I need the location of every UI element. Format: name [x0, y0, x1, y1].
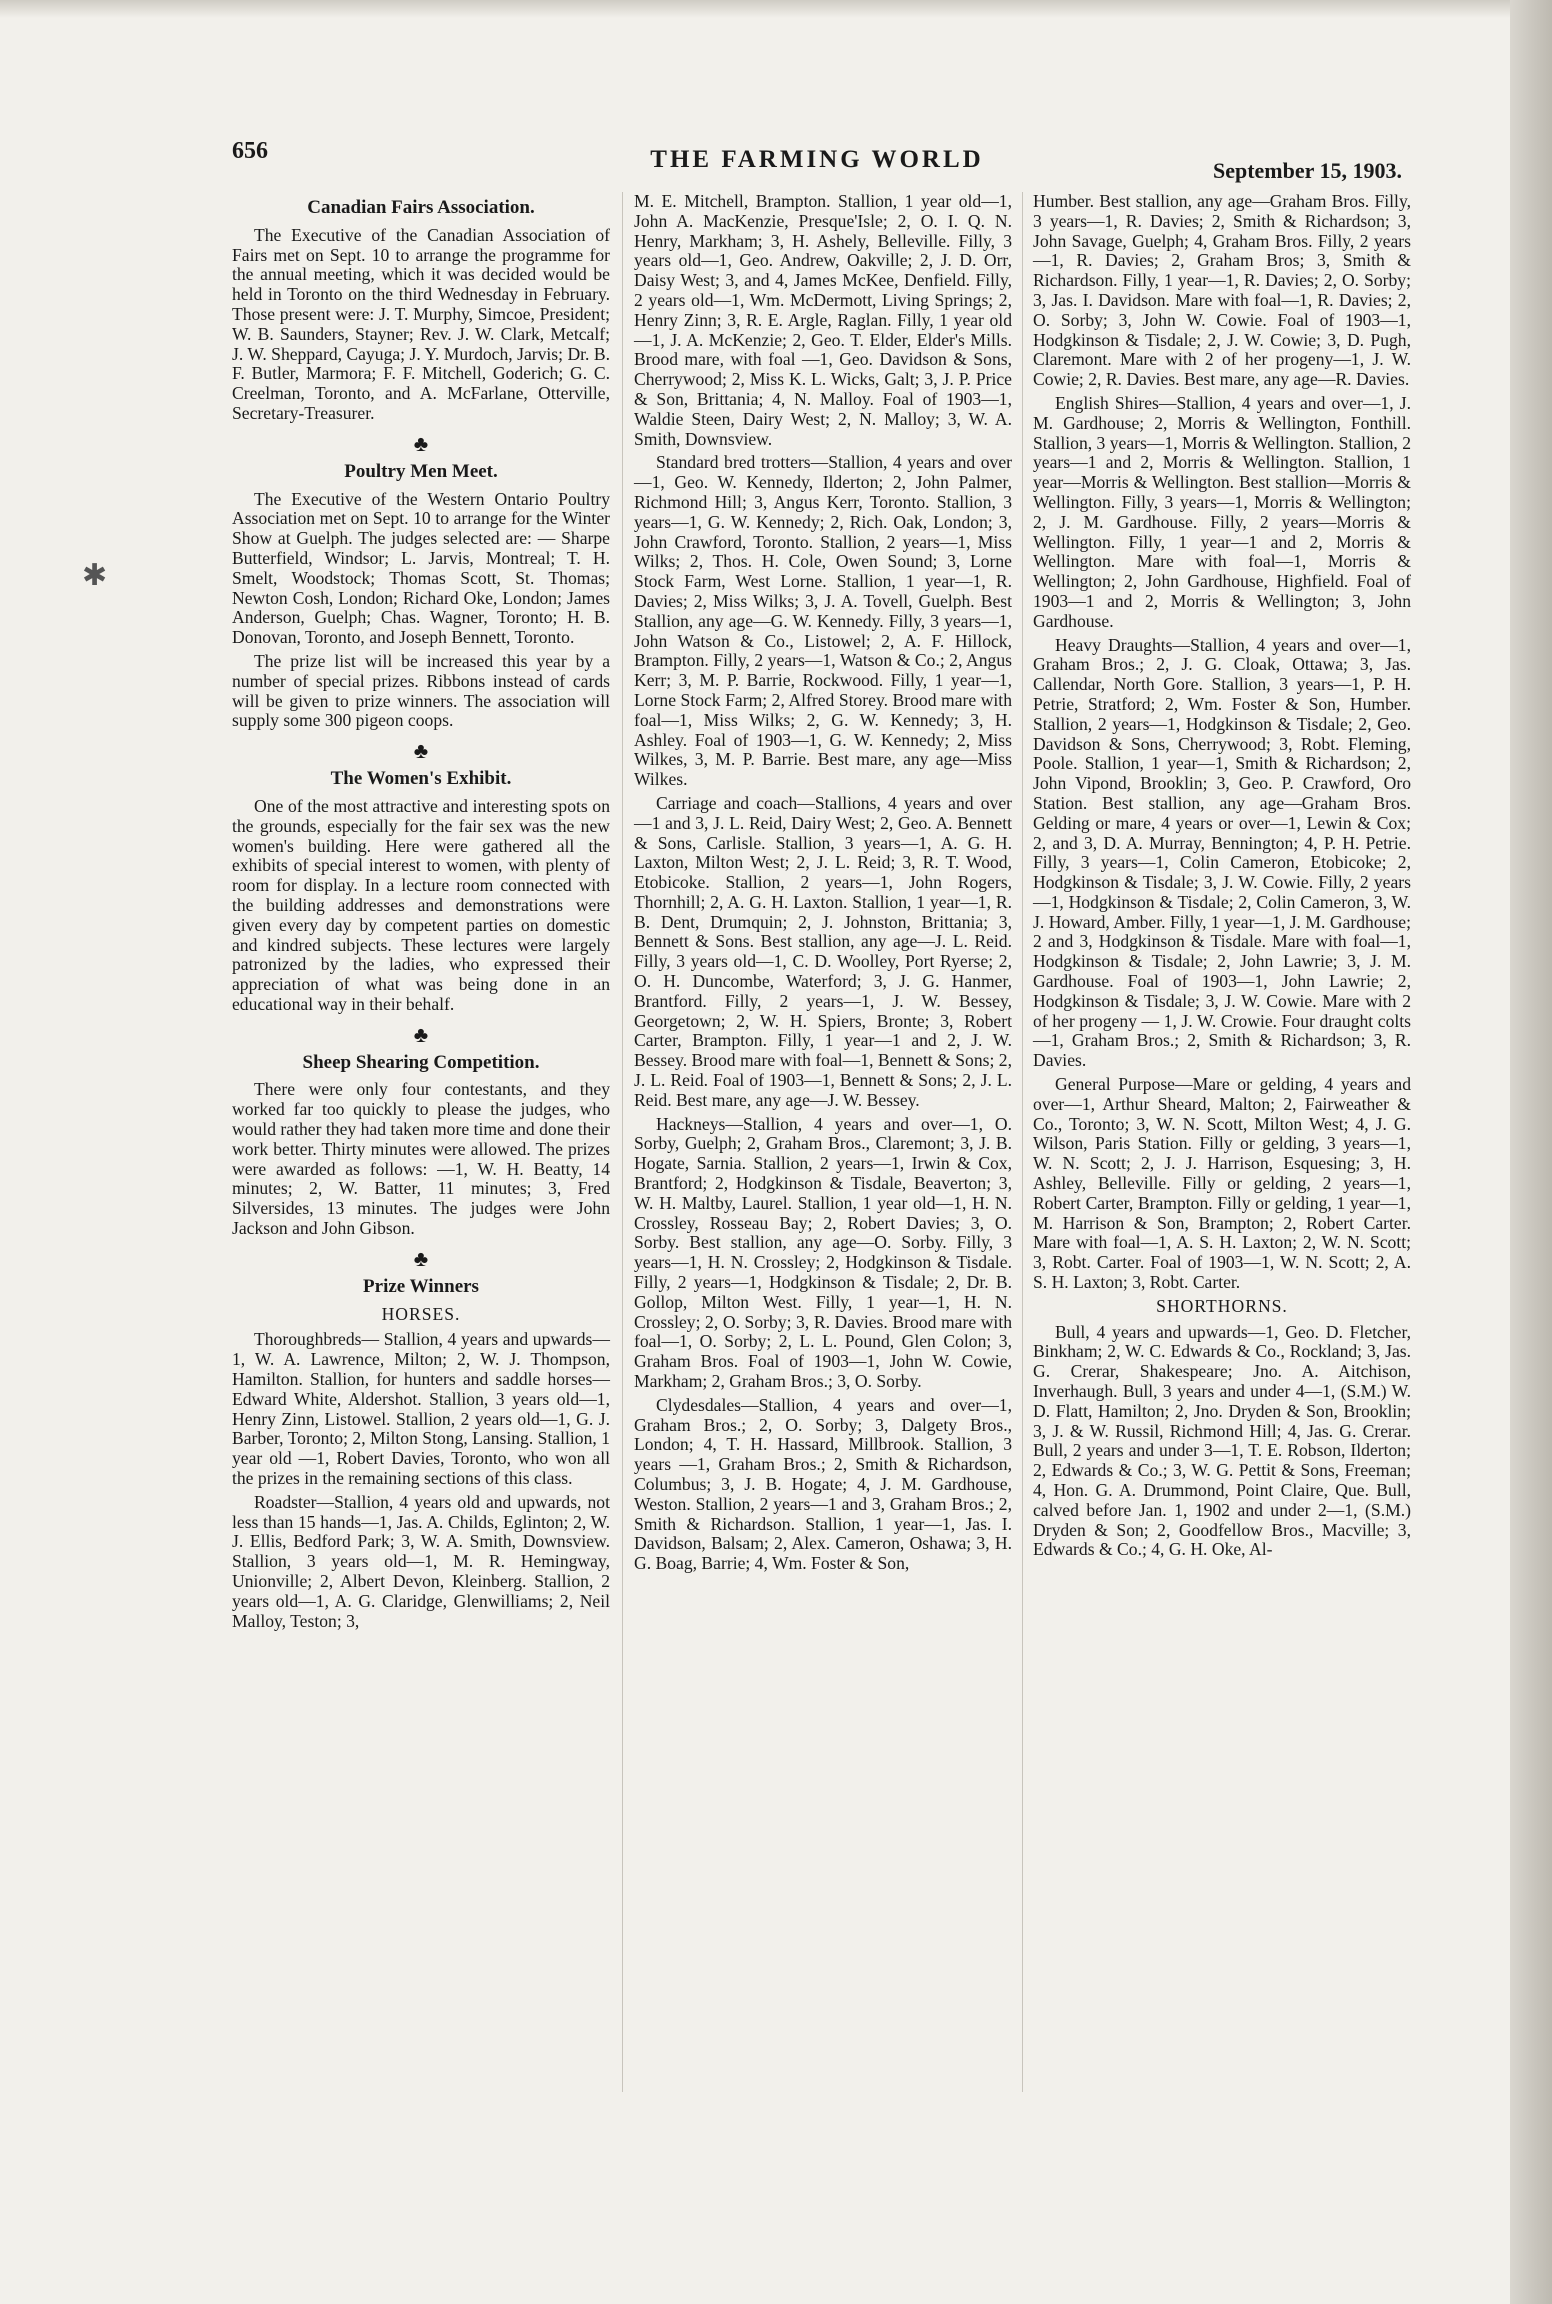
page-header [232, 138, 1402, 183]
paragraph: The Executive of the Canadian Association of Fairs met on Sept. 10 to arrange the programme for the annual meeting, which it was decided would be held in Toronto on the third Wednesday in February. Those present were: J. T. Murphy, Simcoe, President; W. B. Saunders, Stayner; Rev. J. W. Clark, Metcalf; J. W. Sheppard, Cayuga; J. Y. Murdoch, Jarvis; Dr. B. F. Butler, Marmora; F. F. Mitchell, Goderich; G. C. Creelman, Toronto, and A. McFarlane, Otterville, Secretary-Treasurer. [232, 224, 610, 423]
column-3 [1033, 192, 1411, 1564]
subheading-horses: HORSES. [381, 1303, 461, 1324]
paragraph: Roadster—Stallion, 4 years old and upwards, not less than 15 hands—1, Jas. A. Childs, Eglinton; 2, W. J. Ellis, Bedford Park; 3, W. A. Smith, Downsview. Stallion, 3 years old—1, M. R. Hemingway, Unionville; 2, Albert Devon, Kleinberg. Stallion, 2 years old—1, A. G. Claridge, Glenwilliams; 2, Neil Malloy, Teston; 3, [232, 1491, 610, 1631]
page-number: 656 [232, 138, 268, 164]
paragraph: The Executive of the Western Ontario Poultry Association met on Sept. 10 to arrange for the Winter Show at Guelph. The judges selected are: — Sharpe Butterfield, Windsor; L. Jarvis, Montreal; T. H. Smelt, Woodstock; Thomas Scott, St. Thomas; Newton Cosh, London; Richard Oke, London; James Anderson, Guelph; Chas. Wagner, Toronto; H. B. Donovan, Toronto, and Joseph Bennett, Toronto. [232, 488, 610, 648]
heading-sheep: Sheep Shearing Competition. [302, 1051, 540, 1073]
paragraph: There were only four contestants, and they worked far too quickly to please the judges, who would rather they had taken more time and done their work better. Thirty minutes were allowed. The prizes were awarded as follows: —1, W. H. Beatty, 14 minutes; 2, W. Batter, 11 minutes; 3, Fred Silversides, 13 minutes. The judges were John Jackson and John Gibson. [232, 1079, 610, 1239]
ornament-icon: ♣ [413, 430, 429, 456]
paragraph: One of the most attractive and interesting spots on the grounds, especially for the fair sex was the new women's building. Here were gathered all the exhibits of special interest to women, with plenty of room for display. In a lecture room connected with the building addresses and demonstrations were given every day by competent parties on domestic and kindred subjects. These lectures were largely patronized by the ladies, who expressed their appreciation of what was being done in an educational way in their behalf. [232, 795, 610, 1014]
paragraph: The prize list will be increased this year by a number of special prizes. Ribbons instead of cards will be given to prize winners. The association will supply some 300 pigeon coops. [232, 650, 610, 731]
paragraph: Carriage and coach—Stallions, 4 years and over—1 and 3, J. L. Reid, Dairy West; 2, Geo. A. Bennett & Sons, Carlisle. Stallion, 3 years—1, A. G. H. Laxton, Milton West; 2, J. L. Reid; 3, R. T. Wood, Etobicoke. Stallion, 2 years—1, John Rogers, Thornhill; 2, A. G. H. Laxton. Stallion, 1 year—1, R. B. Dent, Drumquin; 2, J. Johnston, Brittania; 3, Bennett & Sons. Best stallion, any age—J. L. Reid. Filly, 3 years old—1, C. D. Woolley, Port Ryerse; 2, O. H. Duncombe, Waterford; 3, J. G. Hanmer, Brantford. Filly, 2 years—1, J. W. Bessey, Georgetown; 2, W. H. Spiers, Bronte; 3, Robert Carter, Brampton. Filly, 1 year—1 and 2, J. W. Bessey. Brood mare with foal—1, Bennett & Sons; 2, J. L. Reid. Foal of 1903—1, Bennett & Sons; 2, J. L. Reid. Best mare, any age—J. W. Bessey. [634, 792, 1012, 1110]
scan-edge-right [1510, 0, 1552, 2304]
paragraph: Humber. Best stallion, any age—Graham Bros. Filly, 3 years—1, R. Davies; 2, Smith & Richardson; 3, John Savage, Guelph; 4, Graham Bros. Filly, 2 years—1, R. Davies; 2, Graham Bros; 3, Smith & Richardson. Filly, 1 year—1, R. Davies; 2, O. Sorby; 3, Jas. I. Davidson. Mare with foal—1, R. Davies; 2, O. Sorby; 3, John W. Cowie. Foal of 1903—1, Hodgkinson & Tisdale; 2, J. W. Cowie; 3, D. Pugh, Claremont. Mare with 2 of her progeny—1, J. W. Cowie; 2, R. Davies. Best mare, any age—R. Davies. [1033, 191, 1411, 390]
column-divider [622, 192, 623, 2092]
paragraph: General Purpose—Mare or gelding, 4 years and over—1, Arthur Sheard, Malton; 2, Fairweather & Co., Toronto; 3, W. N. Scott, Milton West; 4, J. G. Wilson, Paris Station. Filly or gelding, 3 years—1, W. N. Scott; 2, J. J. Harrison, Esquesing; 3, H. Ashley, Belleville. Filly or gelding, 2 years—1, Robert Carter, Brampton. Filly or gelding, 1 year—1, M. Harrison & Son, Brampton; 2, Robert Carter. Mare with foal—1, A. S. H. Laxton; 2, W. N. Scott; 3, Robt. Carter. Foal of 1903—1, W. N. Scott; 2, A. S. H. Laxton; 3, Robt. Carter. [1033, 1074, 1411, 1293]
paragraph: Clydesdales—Stallion, 4 years and over—1, Graham Bros.; 2, O. Sorby; 3, Dalgety Bros., London; 4, T. H. Hassard, Millbrook. Stallion, 3 years —1, Graham Bros.; 2, Smith & Richardson, Columbus; 3, J. B. Hogate; 4, J. M. Gardhouse, Weston. Stallion, 2 years—1 and 3, Graham Bros.; 2, Smith & Richardson. Stallion, 1 year—1, Jas. I. Davidson, Balsam; 2, Alex. Cameron, Oshawa; 3, H. G. Boag, Barrie; 4, Wm. Foster & Son, [634, 1394, 1012, 1574]
publication-title: THE FARMING WORLD [650, 146, 984, 173]
margin-mark: ✱ [82, 559, 108, 592]
paragraph: English Shires—Stallion, 4 years and over—1, J. M. Gardhouse; 2, Morris & Wellington, Fonthill. Stallion, 3 years—1, Morris & Wellington. Stallion, 2 years—1 and 2, Morris & Wellington. Stallion, 1 year—Morris & Wellington. Best stallion—Morris & Wellington. Filly, 3 years—1, Morris & Wellington; 2, J. M. Gardhouse. Filly, 2 years—Morris & Wellington. Filly, 1 year—1 and 2, Morris & Wellington. Mare with foal—1, Morris & Wellington; 2, John Gardhouse, Highfield. Foal of 1903—1 and 2, Morris & Wellington; 3, John Gardhouse. [1033, 392, 1411, 631]
paragraph: Heavy Draughts—Stallion, 4 years and over—1, Graham Bros.; 2, J. G. Cloak, Ottawa; 3, Jas. Callendar, North Gore. Stallion, 3 years—1, P. H. Petrie, Stratford; 2, Wm. Foster & Son, Humber. Stallion, 2 years—1, Hodgkinson & Tisdale; 2, Geo. Davidson & Sons, Cherrywood; 3, Robt. Fleming, Poole. Stallion, 1 year—1, Smith & Richardson; 2, John Vipond, Brooklin; 3, Geo. P. Crawford, Oro Station. Best stallion, any age—Graham Bros. Gelding or mare, 4 years or over—1, Lewin & Cox; 2, and 3, D. A. Murray, Bennington; 4, P. H. Petrie. Filly, 3 years—1, Colin Cameron, Etobicoke; 2, Hodgkinson & Tisdale; 3, J. W. Cowie. Filly, 2 years—1, Hodgkinson & Tisdale; 2, Colin Cameron, 3, W. J. Howard, Amber. Filly, 1 year—1, J. M. Gardhouse; 2 and 3, Hodgkinson & Tisdale. Mare with foal—1, Hodgkinson & Tisdale; 2, John Lawrie; 3, J. M. Gardhouse. Foal of 1903—1, John Lawrie; 2, Hodgkinson & Tisdale; 3, J. W. Cowie. Mare with 2 of her progeny — 1, J. W. Crowie. Four draught colts—1, Graham Bros.; 2, Smith & Richardson; 3, R. Davies. [1033, 634, 1411, 1071]
heading-women: The Women's Exhibit. [330, 768, 512, 790]
subheading-shorthorns: SHORTHORNS. [1156, 1295, 1288, 1316]
ornament-icon: ♣ [413, 738, 429, 764]
paragraph: Bull, 4 years and upwards—1, Geo. D. Fletcher, Binkham; 2, W. C. Edwards & Co., Rockland; 3, Jas. G. Crerar, Shakespeare; Jno. A. Aitchison, Inverhaugh. Bull, 3 years and under 4—1, (S.M.) W. D. Flatt, Hamilton; 2, Jno. Dryden & Son, Brooklin; 3, J. & W. Russil, Richmond Hill; 4, Jas. G. Crerar. Bull, 2 years and under 3—1, T. E. Robson, Ilderton; 2, Edwards & Co.; 3, W. G. Pettit & Sons, Freeman; 4, Hon. G. A. Drummond, Point Claire, Que. Bull, calved before Jan. 1, 1902 and under 2—1, (S.M.) Dryden & Son; 2, Goodfellow Bros., Macville; 3, Edwards & Co.; 4, G. H. Oke, Al- [1033, 1321, 1411, 1560]
ornament-icon: ♣ [413, 1245, 429, 1271]
paragraph: Thoroughbreds— Stallion, 4 years and upwards—1, W. A. Lawrence, Milton; 2, W. J. Thompson, Hamilton. Stallion, for hunters and saddle horses—Edward White, Aldershot. Stallion, 3 years old—1, Henry Zinn, Listowel. Stallion, 2 years old—1, G. J. Barber, Toronto; 2, Milton Stong, Lansing. Stallion, 1 year old —1, Robert Davies, Toronto, who won all the prizes in the remaining sections of this class. [232, 1329, 610, 1489]
scan-edge-top [0, 0, 1552, 18]
paragraph: Hackneys—Stallion, 4 years and over—1, O. Sorby, Guelph; 2, Graham Bros., Claremont; 3, J. B. Hogate, Sarnia. Stallion, 2 years—1, Irwin & Cox, Brantford; 2, Hodgkinson & Tisdale, Beaverton; 3, W. H. Maltby, Laurel. Stallion, 1 year old—1, H. N. Crossley, Rosseau Bay; 2, Robert Davies; 3, O. Sorby. Best stallion, any age—O. Sorby. Filly, 3 years—1, H. N. Crossley; 2, Hodgkinson & Tisdale. Filly, 2 years—1, Hodgkinson & Tisdale; 2, Dr. B. Gollop, Milton West. Filly, 1 year—1, H. N. Crossley; 2, O. Sorby; 3, R. Davies. Brood mare with foal—1, O. Sorby; 2, L. L. Pound, Glen Colon; 3, Graham Bros. Foal of 1903—1, John W. Cowie, Markham; 2, Graham Bros.; 3, O. Sorby. [634, 1113, 1012, 1392]
paragraph: Standard bred trotters—Stallion, 4 years and over—1, Geo. W. Kennedy, Ilderton; 2, John Palmer, Richmond Hill; 3, Angus Kerr, Toronto. Stallion, 3 years—1, G. W. Kennedy; 2, Rich. Oak, London; 3, John Crawford, Toronto. Stallion, 2 years—1, Miss Wilks; 2, Thos. H. Cole, Owen Sound; 3, Lorne Stock Farm, West Lorne. Stallion, 1 year—1, R. Davies; 2, Miss Wilks; 3, J. A. Tovell, Guelph. Best Stallion, any age—G. W. Kennedy. Filly, 3 years—1, John Watson & Co., Listowel; 2, A. F. Hillock, Brampton. Filly, 2 years—1, Watson & Co.; 2, Angus Kerr; 3, M. P. Barrie, Rockwood. Filly, 1 year—1, Lorne Stock Farm; 2, Alfred Storey. Brood mare with foal—1, Miss Wilks; 2, G. W. Kennedy; 3, H. Ashley. Foal of 1903—1, G. W. Kennedy; 2, Miss Wilkes, 3, M. P. Barrie. Best mare, any age—Miss Wilkes. [634, 452, 1012, 790]
heading-poultry: Poultry Men Meet. [344, 460, 498, 482]
column-2 [634, 192, 1012, 1578]
column-1 [232, 192, 610, 1635]
ornament-icon: ♣ [413, 1021, 429, 1047]
issue-date: September 15, 1903. [1212, 158, 1402, 183]
column-divider [1022, 192, 1023, 2092]
heading-fairs: Canadian Fairs Association. [307, 197, 535, 218]
heading-prize-winners: Prize Winners [363, 1275, 479, 1297]
paragraph: M. E. Mitchell, Brampton. Stallion, 1 year old—1, John A. MacKenzie, Presque'Isle; 2, O. I. Q. N. Henry, Markham; 3, H. Ashely, Belleville. Filly, 3 years old—1, Geo. Andrew, Oakville; 2, J. D. Orr, Daisy West; 3, and 4, James McKee, Denfield. Filly, 2 years old—1, Wm. McDermott, Living Springs; 2, Henry Zinn; 3, R. E. Argle, Raglan. Filly, 1 year old—1, J. A. McKenzie; 2, Geo. T. Elder, Elder's Mills. Brood mare, with foal —1, Geo. Davidson & Sons, Cherrywood; 2, Miss K. L. Wicks, Galt; 3, J. P. Price & Son, Brittania; 4, N. Malloy. Foal of 1903—1, Waldie Steen, Dairy West; 2, N. Malloy; 3, W. A. Smith, Downsview. [634, 191, 1012, 449]
